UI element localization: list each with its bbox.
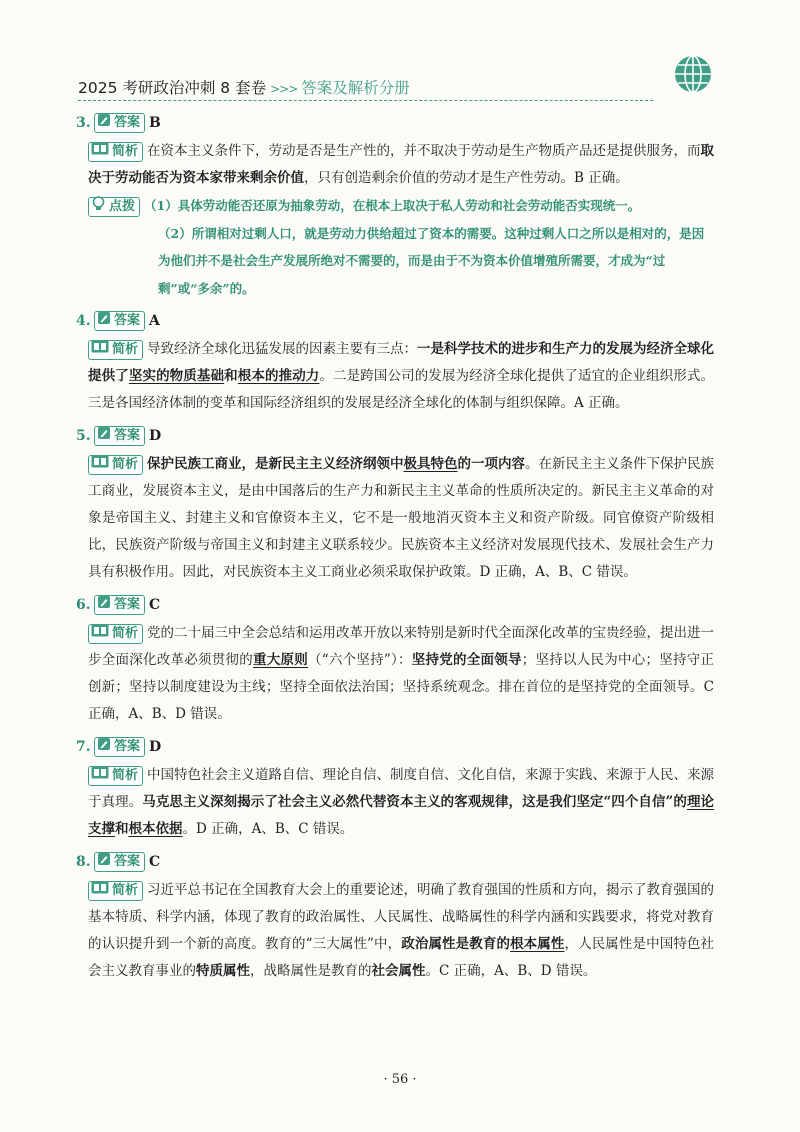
answer-tag xyxy=(94,113,145,133)
answer-label: 答案 xyxy=(114,854,141,869)
pencil-icon xyxy=(97,311,114,331)
analysis-paragraph xyxy=(88,877,714,985)
analysis-tag xyxy=(88,340,143,360)
answer-row xyxy=(76,108,714,138)
analysis-text: 习近平总书记在全国教育大会上的重要论述，明确了教育强国的性质和方向，揭示了教育强国的基本特质、科学内涵，体现了教育的政治属性、人民属性、战略属性的科学内涵和实践要求，将党对教育的认识提升到一个新的高度。教育的“三大属性”中，政治属性是教育的根本属性，人民属性是中国特色社会主义教育事业的特质属性，战略属性是教育的社会属性。C 正确，A、B、D 错误。 xyxy=(88,882,715,979)
book-subtitle: 答案及解析分册 xyxy=(301,79,410,97)
book-icon xyxy=(91,455,112,474)
answer-row xyxy=(76,421,714,451)
lightbulb-icon xyxy=(91,196,109,217)
question-number: 4. xyxy=(76,313,91,329)
pencil-icon xyxy=(97,113,114,133)
answer-value: C xyxy=(149,854,161,870)
tip-line: （1）具体劳动能否还原为抽象劳动，在根本上取决于私人劳动和社会劳动能否实现统一。 xyxy=(144,198,641,213)
analysis-text: 党的二十届三中全会总结和运用改革开放以来特别是新时代全面深化改革的宝贵经验，提出进一步全面深化改革必须贯彻的重大原则（“六个坚持”）：坚持党的全面领导；坚持以人民为中心；坚持守正创新；坚持以制度建设为主线；坚持全面依法治国；坚持系统观念。排在首位的是坚持党的全面领导。C 正确，A、B、D 错误。 xyxy=(88,625,715,722)
answer-label: 答案 xyxy=(114,428,141,443)
question-number: 6. xyxy=(76,597,91,613)
analysis-paragraph xyxy=(88,336,714,417)
answer-value: A xyxy=(149,313,160,329)
tip-block xyxy=(88,192,714,302)
header-separator: >>> xyxy=(270,82,298,96)
answer-value: D xyxy=(149,428,162,444)
analysis-label: 简析 xyxy=(112,456,139,472)
question-number: 7. xyxy=(76,739,91,755)
answer-label: 答案 xyxy=(114,115,141,130)
analysis-label: 简析 xyxy=(112,625,139,641)
pencil-icon xyxy=(97,426,114,446)
pencil-icon xyxy=(97,737,114,757)
analysis-tag xyxy=(88,624,143,644)
analysis-tag xyxy=(88,766,143,786)
analysis-text: 导致经济全球化迅猛发展的因素主要有三点：一是科学技术的进步和生产力的发展为经济全球化提供了坚实的物质基础和根本的推动力。二是跨国公司的发展为经济全球化提供了适宜的企业组织形式。三是各国经济体制的变革和国际经济组织的发展是经济全球化的体制与组织保障。A 正确。 xyxy=(88,341,715,411)
question-block xyxy=(76,847,715,985)
book-icon xyxy=(91,340,112,359)
question-block xyxy=(76,732,715,843)
question-block xyxy=(76,306,715,417)
question-block xyxy=(76,421,715,586)
book-icon xyxy=(91,881,112,900)
tip-label: 点拨 xyxy=(109,198,136,214)
analysis-tag xyxy=(88,455,143,475)
answer-row xyxy=(76,306,714,336)
answer-tag xyxy=(94,426,145,446)
question-number: 8. xyxy=(76,854,91,870)
answer-row xyxy=(76,847,714,877)
tip-line: （2）所谓相对过剩人口，就是劳动力供给超过了资本的需要。这种过剩人口之所以是相对的，是因为他们并不是社会生产发展所绝对不需要的，而是由于不为资本价值增殖所需要，才成为“过剩”或“多余”的。 xyxy=(158,225,705,296)
analysis-tag xyxy=(88,881,143,901)
analysis-paragraph xyxy=(88,762,714,843)
answer-tag xyxy=(94,311,145,331)
analysis-label: 简析 xyxy=(112,767,139,783)
analysis-paragraph xyxy=(88,138,714,192)
analysis-text: 保护民族工商业，是新民主主义经济纲领中极具特色的一项内容。在新民主主义条件下保护民族工商业，发展资本主义，是由中国落后的生产力和新民主主义革命的性质所决定的。新民主主义革命的对象是帝国主义、封建主义和官僚资本主义，它不是一般地消灭资本主义和资产阶级。同官僚资产阶级相比，民族资产阶级与帝国主义和封建主义联系较少。民族资本主义经济对发展现代技术、发展社会生产力具有积极作用。因此，对民族资本主义工商业必须采取保护政策。D 正确，A、B、C 错误。 xyxy=(88,456,715,580)
answer-tag xyxy=(94,737,145,757)
question-block xyxy=(76,590,715,728)
book-icon xyxy=(91,624,112,643)
question-number: 5. xyxy=(76,428,91,444)
book-icon xyxy=(91,142,112,161)
tip-tag xyxy=(88,197,140,217)
pencil-icon xyxy=(97,595,114,615)
answer-row xyxy=(76,732,714,762)
answer-tag xyxy=(94,595,145,615)
question-number: 3. xyxy=(76,115,91,131)
book-icon xyxy=(91,766,112,785)
analysis-paragraph xyxy=(88,620,714,728)
answer-row xyxy=(76,590,714,620)
answer-label: 答案 xyxy=(114,313,141,328)
analysis-label: 简析 xyxy=(112,882,139,898)
book-title: 2025 考研政治冲刺 8 套卷 xyxy=(78,79,267,97)
header-title-line xyxy=(78,76,410,98)
answer-label: 答案 xyxy=(114,597,141,612)
analysis-tag xyxy=(88,142,143,162)
answer-value: D xyxy=(149,739,162,755)
globe-logo-icon xyxy=(673,54,713,94)
analysis-text: 中国特色社会主义道路自信、理论自信、制度自信、文化自信，来源于实践、来源于人民、来源于真理。马克思主义深刻揭示了社会主义必然代替资本主义的客观规律，这是我们坚定“四个自信”的理论支撑和根本依据。D 正确，A、B、C 错误。 xyxy=(88,767,715,837)
page-number: · 56 · xyxy=(383,1072,417,1087)
answer-tag xyxy=(94,852,145,872)
answer-value: C xyxy=(149,597,161,613)
analysis-text: 在资本主义条件下，劳动是否是生产性的，并不取决于劳动是生产物质产品还是提供服务，而取决于劳动能否为资本家带来剩余价值，只有创造剩余价值的劳动才是生产性劳动。B 正确。 xyxy=(88,143,715,186)
question-block xyxy=(76,108,715,302)
pencil-icon xyxy=(97,852,114,872)
analysis-label: 简析 xyxy=(112,143,139,159)
header-rule xyxy=(78,100,653,101)
answer-value: B xyxy=(149,115,161,131)
answer-list xyxy=(76,108,715,989)
page-header xyxy=(78,66,708,110)
analysis-label: 简析 xyxy=(112,341,139,357)
analysis-paragraph xyxy=(88,451,714,586)
answer-label: 答案 xyxy=(114,739,141,754)
